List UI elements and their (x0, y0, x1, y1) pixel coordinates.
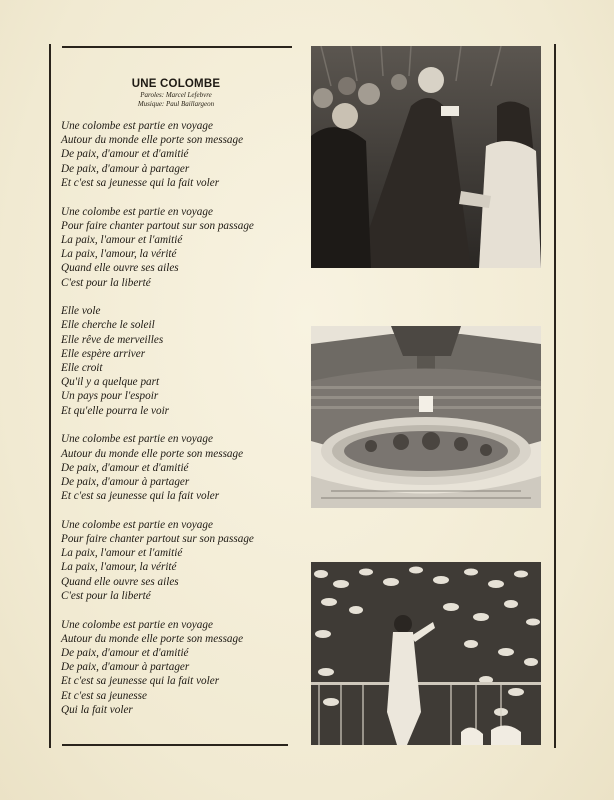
lyric-line: De paix, d'amour et d'amitié (61, 461, 189, 474)
lyric-line: La paix, l'amour, la vérité (61, 561, 177, 574)
lyric-line: Elle cherche le soleil (61, 319, 155, 332)
lyric-line: Une colombe est partie en voyage (61, 518, 213, 531)
stanza (61, 119, 301, 190)
lyric-line: Et c'est sa jeunesse qui la fait voler (61, 675, 220, 688)
lyric-line: Qui la fait voler (61, 703, 133, 716)
lyric-line: Une colombe est partie en voyage (61, 433, 213, 446)
photo-olympic-stadium-crowd (311, 326, 541, 508)
lyric-line: Et c'est sa jeunesse qui la fait voler (61, 490, 220, 503)
lyric-line: La paix, l'amour, la vérité (61, 248, 177, 261)
lyric-line: Autour du monde elle porte son message (61, 632, 244, 645)
top-rule (62, 46, 292, 48)
lyric-line: La paix, l'amour et l'amitié (61, 547, 183, 560)
frame-right-rule (554, 44, 556, 748)
music-credit: Musique: Paul Baillargeon (137, 99, 215, 108)
lyric-line: Quand elle ouvre ses ailes (61, 575, 179, 588)
stanza (61, 432, 301, 503)
lyric-line: Une colombe est partie en voyage (61, 618, 213, 631)
lyric-line: C'est pour la liberté (61, 589, 151, 602)
stanza (61, 518, 301, 603)
song-title: UNE COLOMBE (131, 78, 221, 90)
frame-left-rule (49, 44, 51, 748)
bottom-rule (62, 744, 288, 746)
stanza (61, 205, 301, 290)
lyric-line: Elle croit (61, 362, 103, 375)
lyric-line: Elle espère arriver (61, 347, 146, 360)
stanza (61, 304, 301, 418)
lyric-line: Une colombe est partie en voyage (61, 120, 213, 132)
lyric-line: Et c'est sa jeunesse qui la fait voler (61, 176, 220, 189)
lyric-line: Pour faire chanter partout sur son passage (61, 219, 254, 232)
lyric-line: Quand elle ouvre ses ailes (61, 262, 179, 275)
lyric-line: Qu'il y a quelque part (61, 376, 160, 389)
lyrics-column (61, 78, 301, 732)
lyric-line: Elle rêve de merveilles (61, 333, 164, 346)
lyric-line: Une colombe est partie en voyage (61, 205, 213, 218)
lyric-line: De paix, d'amour à partager (61, 162, 190, 175)
lyric-line: De paix, d'amour à partager (61, 475, 190, 488)
lyric-line: Elle vole (61, 305, 101, 318)
lyric-line: C'est pour la liberté (61, 276, 151, 289)
lyric-line: Et c'est sa jeunesse (61, 689, 147, 702)
lyric-line: De paix, d'amour et d'amitié (61, 148, 189, 161)
lyric-line: Autour du monde elle porte son message (61, 447, 244, 460)
lyric-line: La paix, l'amour et l'amitié (61, 233, 183, 246)
photo-singer-on-stage-crowd (311, 562, 541, 745)
stanza (61, 618, 301, 717)
lyric-line: De paix, d'amour à partager (61, 661, 190, 674)
lyric-line: Et qu'elle pourra le voir (61, 404, 170, 417)
photo-pope-greeting-singer (311, 46, 541, 268)
lyric-line: Pour faire chanter partout sur son passage (61, 533, 254, 546)
lyrics-credit: Paroles: Marcel Lefebvre (140, 91, 212, 99)
stanza-list (61, 119, 301, 717)
lyric-line: De paix, d'amour et d'amitié (61, 647, 189, 659)
lyric-line: Autour du monde elle porte son message (61, 134, 244, 147)
lyric-line: Un pays pour l'espoir (61, 390, 159, 403)
